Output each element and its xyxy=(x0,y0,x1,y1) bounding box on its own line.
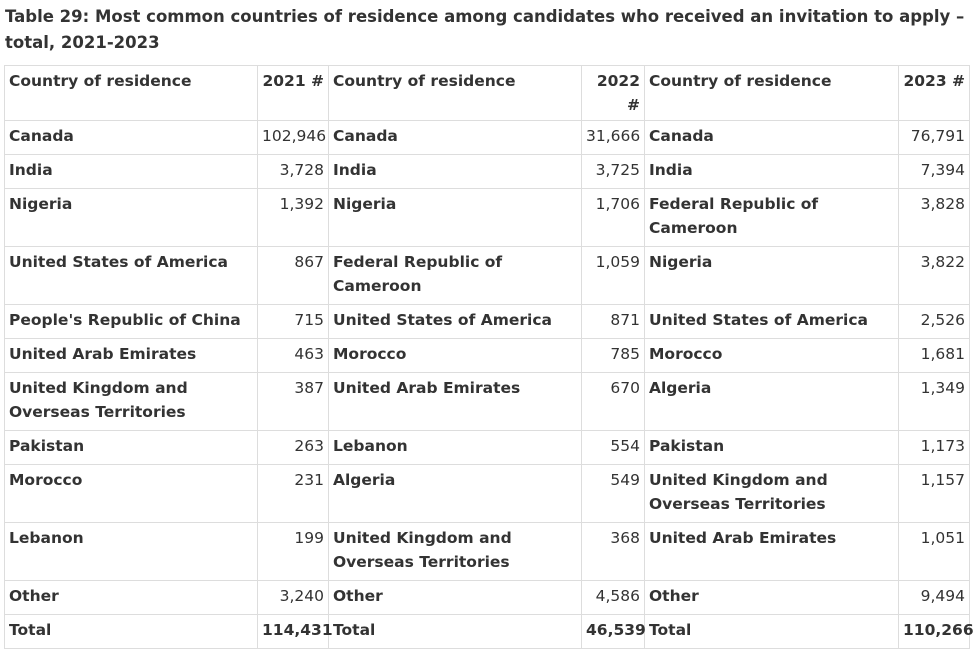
country-2022: Algeria xyxy=(329,465,582,523)
country-2023: Nigeria xyxy=(645,247,899,305)
count-2022: 4,586 xyxy=(582,581,645,615)
total-2023: 110,266 xyxy=(899,615,970,649)
table-row xyxy=(5,305,970,339)
table-row xyxy=(5,247,970,305)
header-row xyxy=(5,66,970,121)
count-2021: 199 xyxy=(258,523,329,581)
country-2023: Federal Republic of Cameroon xyxy=(645,189,899,247)
count-2023: 1,681 xyxy=(899,339,970,373)
count-2021: 102,946 xyxy=(258,121,329,155)
table-row xyxy=(5,431,970,465)
count-2021: 463 xyxy=(258,339,329,373)
header-2021: 2021 # xyxy=(258,66,329,121)
country-2022: Lebanon xyxy=(329,431,582,465)
total-label-2021: Total xyxy=(5,615,258,649)
count-2021: 1,392 xyxy=(258,189,329,247)
count-2022: 871 xyxy=(582,305,645,339)
count-2022: 368 xyxy=(582,523,645,581)
country-2021: Pakistan xyxy=(5,431,258,465)
country-2023: United Kingdom and Overseas Territories xyxy=(645,465,899,523)
country-2023: Morocco xyxy=(645,339,899,373)
country-2022: United Kingdom and Overseas Territories xyxy=(329,523,582,581)
count-2021: 715 xyxy=(258,305,329,339)
table-row xyxy=(5,581,970,615)
count-2021: 387 xyxy=(258,373,329,431)
count-2023: 3,828 xyxy=(899,189,970,247)
country-2021: United Kingdom and Overseas Territories xyxy=(5,373,258,431)
count-2023: 7,394 xyxy=(899,155,970,189)
count-2023: 1,051 xyxy=(899,523,970,581)
count-2022: 549 xyxy=(582,465,645,523)
country-2022: Nigeria xyxy=(329,189,582,247)
table-caption: Table 29: Most common countries of residence among candidates who received an invitation to apply – total, 2021-2023 xyxy=(5,7,965,52)
count-2022: 31,666 xyxy=(582,121,645,155)
header-country-2022: Country of residence xyxy=(329,66,582,121)
count-2021: 263 xyxy=(258,431,329,465)
country-2022: India xyxy=(329,155,582,189)
count-2022: 1,706 xyxy=(582,189,645,247)
count-2021: 3,728 xyxy=(258,155,329,189)
country-2021: India xyxy=(5,155,258,189)
table-row xyxy=(5,373,970,431)
total-label-2022: Total xyxy=(329,615,582,649)
country-2022: Canada xyxy=(329,121,582,155)
table-row xyxy=(5,121,970,155)
total-label-2023: Total xyxy=(645,615,899,649)
count-2022: 785 xyxy=(582,339,645,373)
total-row xyxy=(5,615,970,649)
count-2021: 231 xyxy=(258,465,329,523)
count-2021: 3,240 xyxy=(258,581,329,615)
count-2023: 2,526 xyxy=(899,305,970,339)
count-2023: 3,822 xyxy=(899,247,970,305)
count-2023: 9,494 xyxy=(899,581,970,615)
count-2023: 1,157 xyxy=(899,465,970,523)
table-row xyxy=(5,465,970,523)
count-2022: 1,059 xyxy=(582,247,645,305)
total-2021: 114,431 xyxy=(258,615,329,649)
country-2023: Canada xyxy=(645,121,899,155)
country-2022: United Arab Emirates xyxy=(329,373,582,431)
count-2022: 670 xyxy=(582,373,645,431)
countries-table xyxy=(4,65,974,649)
country-2022: United States of America xyxy=(329,305,582,339)
table-row xyxy=(5,189,970,247)
count-2021: 867 xyxy=(258,247,329,305)
country-2021: Canada xyxy=(5,121,258,155)
count-2022: 554 xyxy=(582,431,645,465)
country-2021: People's Republic of China xyxy=(5,305,258,339)
header-country-2021: Country of residence xyxy=(5,66,258,121)
country-2021: United Arab Emirates xyxy=(5,339,258,373)
header-country-2023: Country of residence xyxy=(645,66,899,121)
country-2022: Federal Republic of Cameroon xyxy=(329,247,582,305)
count-2023: 76,791 xyxy=(899,121,970,155)
country-2023: United Arab Emirates xyxy=(645,523,899,581)
country-2021: Other xyxy=(5,581,258,615)
header-2022: 2022 # xyxy=(582,66,645,121)
country-2021: Nigeria xyxy=(5,189,258,247)
table-row xyxy=(5,523,970,581)
total-2022: 46,539 xyxy=(582,615,645,649)
country-2023: Other xyxy=(645,581,899,615)
country-2023: Algeria xyxy=(645,373,899,431)
country-2022: Other xyxy=(329,581,582,615)
count-2023: 1,173 xyxy=(899,431,970,465)
table-row xyxy=(5,339,970,373)
count-2023: 1,349 xyxy=(899,373,970,431)
country-2021: United States of America xyxy=(5,247,258,305)
table-row xyxy=(5,155,970,189)
country-2022: Morocco xyxy=(329,339,582,373)
country-2023: United States of America xyxy=(645,305,899,339)
country-2023: Pakistan xyxy=(645,431,899,465)
count-2022: 3,725 xyxy=(582,155,645,189)
country-2021: Lebanon xyxy=(5,523,258,581)
country-2023: India xyxy=(645,155,899,189)
header-2023: 2023 # xyxy=(899,66,970,121)
country-2021: Morocco xyxy=(5,465,258,523)
